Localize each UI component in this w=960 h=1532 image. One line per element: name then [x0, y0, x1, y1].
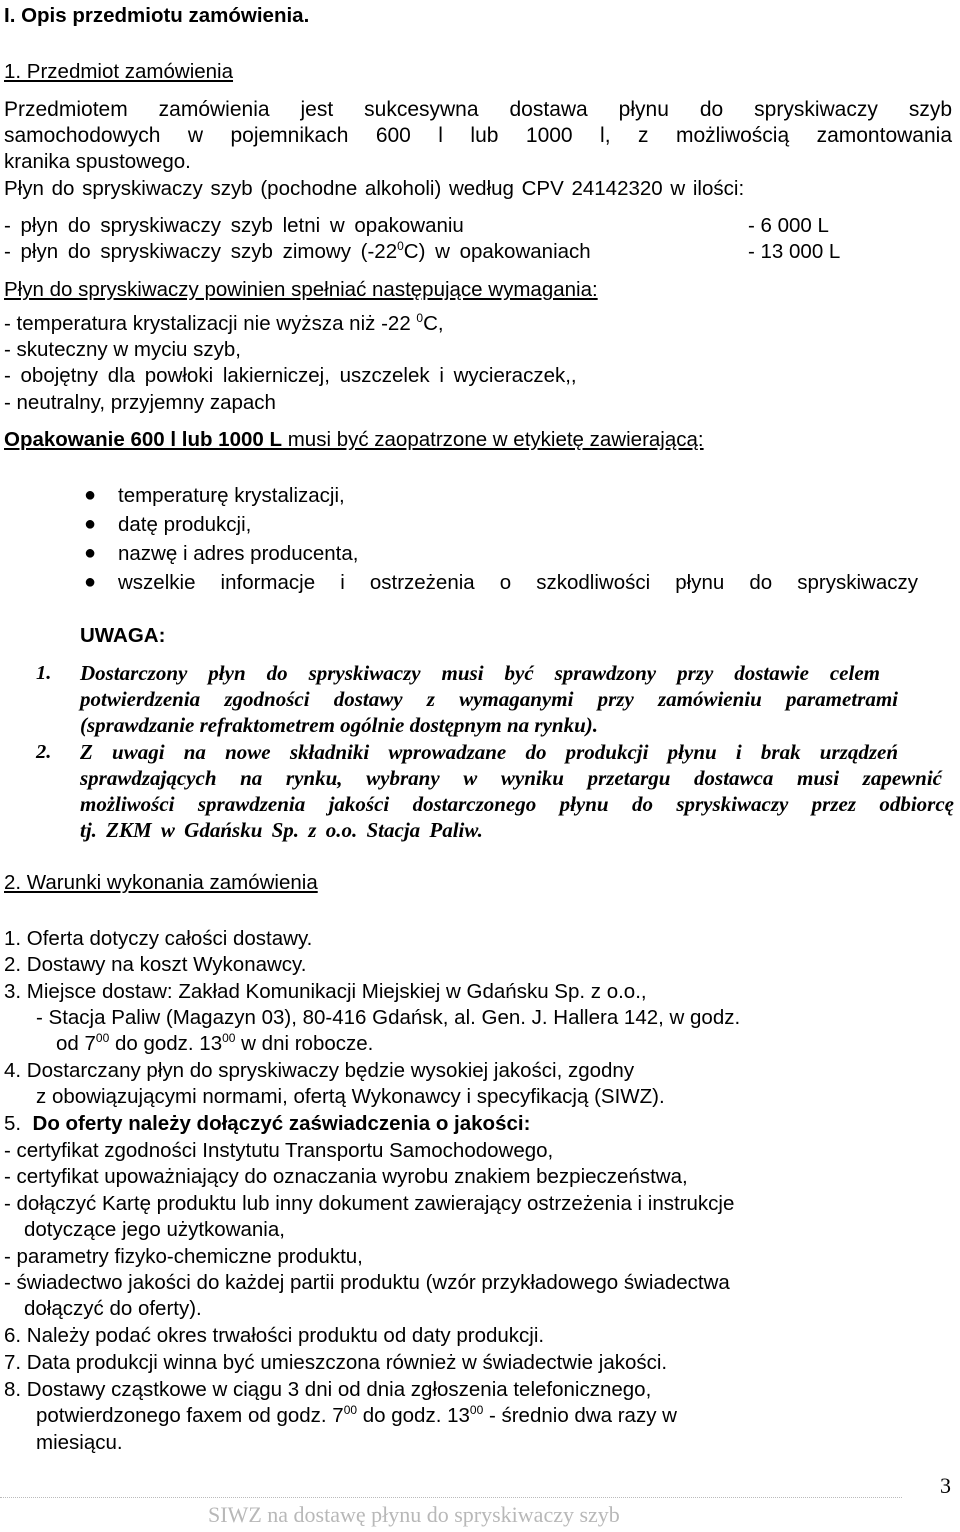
footer-divider [0, 1497, 902, 1498]
note-2-line-4: tj. ZKM w Gdańsku Sp. z o.o. Stacja Paliw. [80, 818, 483, 842]
condition-8-end: miesiącu. [36, 1431, 123, 1454]
item-winter: - płyn do spryskiwaczy szyb zimowy $(-22^0C)$ w opakowaniach [4, 239, 591, 263]
condition-8-cont: potwierdzonego faxem od godz. $7^{00}$ do godz. $13^{00}$ - średnio dwa razy w [36, 1403, 677, 1427]
bullet-icon: ● [84, 542, 97, 564]
condition-3-hours: od $7^{00}$ do godz. $13^{00}$ w dni robocze. [56, 1031, 374, 1055]
note-2-line-3: możliwości sprawdzenia jakości dostarczonego płynu do spryskiwaczy przez odbiorcę [80, 792, 954, 816]
certificate-3: - dołączyć Kartę produktu lub inny dokument zawierający ostrzeżenia i instrukcje [4, 1192, 735, 1215]
condition-5: 5. Do oferty należy dołączyć zaświadczenia o jakości: [4, 1112, 531, 1135]
condition-4: 4. Dostarczany płyn do spryskiwaczy będzie wysokiej jakości, zgodny [4, 1059, 635, 1082]
note-2-line-2: sprawdzających na rynku, wybrany w wyniku przetargu dostawca musi zapewnić [80, 766, 942, 790]
intro-line-1: Przedmiotem zamówienia jest sukcesywna dostawa płynu do spryskiwaczy szyb [4, 98, 952, 121]
document-heading: I. Opis przedmiotu zamówienia. [4, 4, 310, 27]
certificate-3-cont: dotyczące jego użytkowania, [24, 1218, 285, 1241]
uwaga-label: UWAGA: [80, 624, 166, 647]
note-1-line-1: Dostarczony płyn do spryskiwaczy musi być sprawdzony przy dostawie celem [80, 661, 880, 685]
note-1-number: 1. [36, 662, 52, 684]
bullet-icon: ● [84, 484, 97, 506]
certificate-5-cont: dołączyć do oferty). [24, 1297, 202, 1320]
certificate-5: - świadectwo jakości do każdej partii produktu (wzór przykładowego świadectwa [4, 1271, 730, 1294]
intro-line-2: samochodowych w pojemnikach 600 l lub 1000 l, z możliwością zamontowania [4, 124, 952, 147]
bullet-icon: ● [84, 571, 97, 593]
label-item-4: wszelkie informacje i ostrzeżenia o szkodliwości płynu do spryskiwaczy [118, 571, 918, 594]
note-2-number: 2. [36, 741, 52, 763]
condition-8: 8. Dostawy cząstkowe w ciągu 3 dni od dnia zgłoszenia telefonicznego, [4, 1378, 652, 1401]
label-item-3: nazwę i adres producenta, [118, 542, 359, 565]
section-2-title: 2. Warunki wykonania zamówienia [4, 871, 318, 894]
cpv-line: Płyn do spryskiwaczy szyb (pochodne alkoholi) według CPV 24142320 w ilości: [4, 177, 745, 200]
condition-3-address: - Stacja Paliw (Magazyn 03), 80-416 Gdańsk, al. Gen. J. Hallera 142, w godz. [36, 1006, 741, 1029]
footer-text: SIWZ na dostawę płynu do spryskiwaczy szyb [208, 1502, 620, 1527]
requirement-2: - skuteczny w myciu szyb, [4, 338, 241, 361]
condition-4-cont: z obowiązującymi normami, ofertą Wykonawcy i specyfikacją (SIWZ). [36, 1085, 665, 1108]
bullet-icon: ● [84, 513, 97, 535]
condition-7: 7. Data produkcji winna być umieszczona również w świadectwie jakości. [4, 1351, 668, 1374]
condition-6: 6. Należy podać okres trwałości produktu od daty produkcji. [4, 1324, 545, 1347]
certificate-4: - parametry fizyko-chemiczne produktu, [4, 1245, 363, 1268]
packaging-line: Opakowanie 600 l lub 1000 L musi być zaopatrzone w etykietę zawierającą: [4, 428, 704, 451]
item-summer: - płyn do spryskiwaczy szyb letni w opakowaniu [4, 214, 464, 237]
condition-3: 3. Miejsce dostaw: Zakład Komunikacji Miejskiej w Gdańsku Sp. z o.o., [4, 980, 647, 1003]
item-winter-qty: - 13 000 L [748, 240, 841, 263]
label-item-2: datę produkcji, [118, 513, 252, 536]
certificate-2: - certyfikat upoważniający do oznaczania wyrobu znakiem bezpieczeństwa, [4, 1165, 688, 1188]
requirement-3: - obojętny dla powłoki lakierniczej, uszczelek i wycieraczek,, [4, 364, 577, 387]
requirement-1: - temperatura krystalizacji nie wyższa niż -22 $^0$C, [4, 311, 444, 335]
condition-2: 2. Dostawy na koszt Wykonawcy. [4, 953, 307, 976]
section-1-title: 1. Przedmiot zamówienia [4, 60, 234, 83]
label-item-1: temperaturę krystalizacji, [118, 484, 345, 507]
certificate-1: - certyfikat zgodności Instytutu Transportu Samochodowego, [4, 1139, 554, 1162]
page-number: 3 [940, 1473, 951, 1498]
intro-line-3: kranika spustowego. [4, 150, 191, 173]
requirements-title: Płyn do spryskiwaczy powinien spełniać następujące wymagania: [4, 278, 598, 301]
requirement-4: - neutralny, przyjemny zapach [4, 391, 276, 414]
note-1-line-3: (sprawdzanie refraktometrem ogólnie dostępnym na rynku). [80, 713, 599, 737]
item-summer-qty: - 6 000 L [748, 214, 829, 237]
condition-1: 1. Oferta dotyczy całości dostawy. [4, 927, 313, 950]
note-2-line-1: Z uwagi na nowe składniki wprowadzane do produkcji płynu i brak urządzeń [80, 740, 898, 764]
note-1-line-2: potwierdzenia zgodności dostawy z wymaganymi przy zamówieniu parametrami [80, 687, 898, 711]
